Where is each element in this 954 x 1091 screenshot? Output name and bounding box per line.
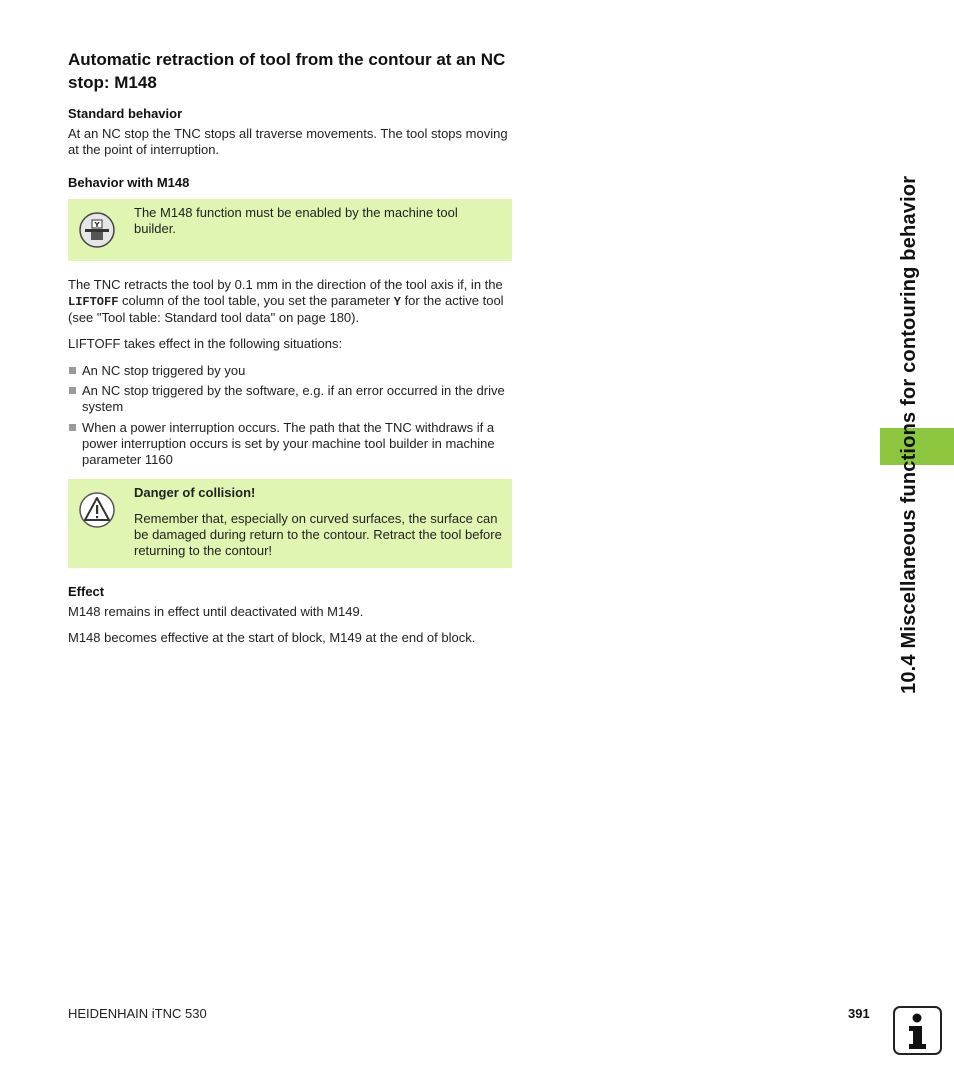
liftoff-situations-intro: LIFTOFF takes effect in the following situations: xyxy=(68,336,343,352)
situations-list xyxy=(68,363,512,469)
bullet-square-icon xyxy=(69,367,76,374)
liftoff-paragraph xyxy=(68,277,512,327)
effect-section xyxy=(68,584,512,647)
standard-behavior-text: At an NC stop the TNC stops all traverse movements. The tool stops moving at the point of interruption. xyxy=(68,126,508,158)
warning-title: Danger of collision! xyxy=(134,484,256,500)
collision-warning xyxy=(68,479,512,568)
info-icon xyxy=(893,1006,942,1055)
page-content xyxy=(68,48,512,656)
effect-title: Effect xyxy=(68,583,105,599)
machine-note-text: The M148 function must be enabled by the machine tool builder. xyxy=(134,204,458,236)
info-glyph-icon xyxy=(895,1008,940,1053)
machine-icon xyxy=(78,211,116,249)
chapter-sidebar-title: 10.4 Miscellaneous functions for contouring behavior xyxy=(898,175,920,694)
list-item xyxy=(68,420,512,469)
liftoff-text-2: column of the tool table, you set the parameter xyxy=(118,292,394,308)
page-number: 391 xyxy=(848,1006,870,1021)
bullet-square-icon xyxy=(69,424,76,431)
list-item-text: An NC stop triggered by the software, e.g. if an error occurred in the drive system xyxy=(82,383,505,415)
effect-text-1: M148 remains in effect until deactivated with M149. xyxy=(68,603,364,619)
warning-text: Remember that, especially on curved surfaces, the surface can be damaged during return to the contour. Retract the tool before returning to the contour! xyxy=(134,510,502,559)
machine-note xyxy=(68,199,512,261)
liftoff-text-3: for the active tool (see "Tool table: Standard tool data" on page 180). xyxy=(68,292,504,326)
effect-text-2: M148 becomes effective at the start of block, M149 at the end of block. xyxy=(68,629,476,645)
liftoff-text-1: The TNC retracts the tool by 0.1 mm in the direction of the tool axis if, in the xyxy=(68,276,503,292)
list-item xyxy=(68,363,512,379)
parameter-y-code: Y xyxy=(393,294,401,309)
warning-triangle-icon xyxy=(78,491,116,529)
list-item-text: When a power interruption occurs. The path that the TNC withdraws if a power interruption occurs is set by your machine tool builder in machine parameter 1160 xyxy=(82,419,495,468)
page-title: Automatic retraction of tool from the contour at an NC stop: M148 xyxy=(68,50,506,92)
list-item xyxy=(68,383,512,416)
standard-behavior-title: Standard behavior xyxy=(68,106,183,121)
standard-behavior-section xyxy=(68,106,512,159)
behavior-m148-title: Behavior with M148 xyxy=(68,174,190,190)
list-item-text: An NC stop triggered by you xyxy=(82,362,246,378)
liftoff-column-code: LIFTOFF xyxy=(68,294,119,309)
machine-icon-letter: Y xyxy=(94,220,100,229)
footer-product: HEIDENHAIN iTNC 530 xyxy=(68,1006,207,1021)
bullet-square-icon xyxy=(69,387,76,394)
